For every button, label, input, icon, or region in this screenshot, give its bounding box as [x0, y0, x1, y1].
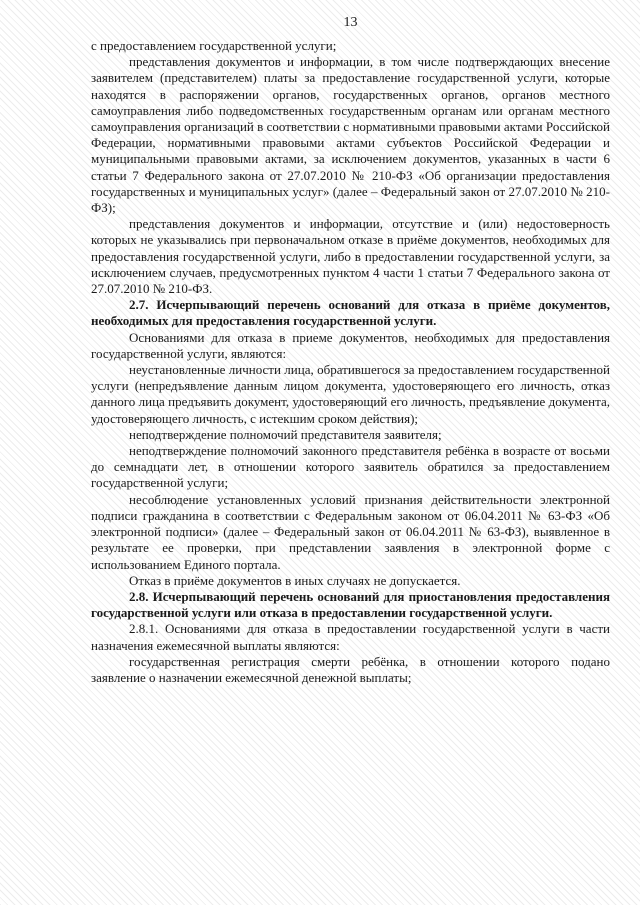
section-heading-2-8: 2.8. Исчерпывающий перечень оснований для приостановления предоставления государственной услуги или отказа в предоставлении государственной услуги.: [91, 588, 610, 621]
paragraph: 2.8.1. Основаниями для отказа в предоставлении государственной услуги в части назначения ежемесячной выплаты являются:: [91, 621, 610, 653]
paragraph: представления документов и информации, в том числе подтверждающих внесение заявителем (представителем) платы за предоставление государственной услуги, которые находятся в распоряжении органов, государственных органов, органов местного самоуправления либо подведомственных государственным органам или органам местного самоуправления организаций в соответствии с нормативными правовыми актами Российской Федерации, нормативными правовыми актами субъектов Российской Федерации и муниципальными правовыми актами, за исключением документов, указанных в части 6 статьи 7 Федерального закона от 27.07.2010 № 210-ФЗ «Об организации предоставления государственных и муниципальных услуг» (далее – Федеральный закон от 27.07.2010 № 210-ФЗ);: [91, 54, 610, 216]
paragraph: неподтверждение полномочий законного представителя ребёнка в возрасте от восьми до семнадцати лет, в отношении которого заявитель обратился за предоставлением государственной услуги;: [91, 443, 610, 491]
paragraph: Отказ в приёме документов в иных случаях не допускается.: [129, 572, 461, 588]
paragraph: государственная регистрация смерти ребёнка, в отношении которого подано заявление о назначении ежемесячной денежной выплаты;: [91, 653, 610, 685]
paragraph: несоблюдение установленных условий признания действительности электронной подписи гражданина в соответствии с Федеральным законом от 06.04.2011 № 63-ФЗ «Об электронной подписи» (далее – Федеральный закон от 06.04.2011 № 63-ФЗ), выявленное в результате ее проверки, при представлении заявления в электронной форме с использованием Единого портала.: [91, 491, 610, 572]
paragraph: представления документов и информации, отсутствие и (или) недостоверность которых не указывались при первоначальном отказе в приёме документов, необходимых для предоставления государственной услуги, либо в предоставлении государственной услуги, за исключением случаев, предусмотренных пунктом 4 части 1 статьи 7 Федерального закона от 27.07.2010 № 210-ФЗ.: [91, 216, 610, 297]
document-body: [91, 38, 610, 686]
paragraph: неподтверждение полномочий представителя заявителя;: [129, 426, 442, 442]
paragraph: с предоставлением государственной услуги;: [91, 38, 337, 53]
paragraph: Основаниями для отказа в приеме документов, необходимых для предоставления государственной услуги, являются:: [91, 329, 610, 361]
section-heading-2-7: 2.7. Исчерпывающий перечень оснований для отказа в приёме документов, необходимых для предоставления государственной услуги.: [91, 297, 610, 329]
paragraph: неустановленные личности лица, обратившегося за предоставлением государственной услуги (непредъявление данным лицом документа, удостоверяющего его личность, отказ данного лица предъявить документ, удостоверяющий его личность, предъявление документа, удостоверяющего личность, с истекшим сроком действия);: [91, 362, 610, 426]
page-number: 13: [343, 15, 358, 30]
